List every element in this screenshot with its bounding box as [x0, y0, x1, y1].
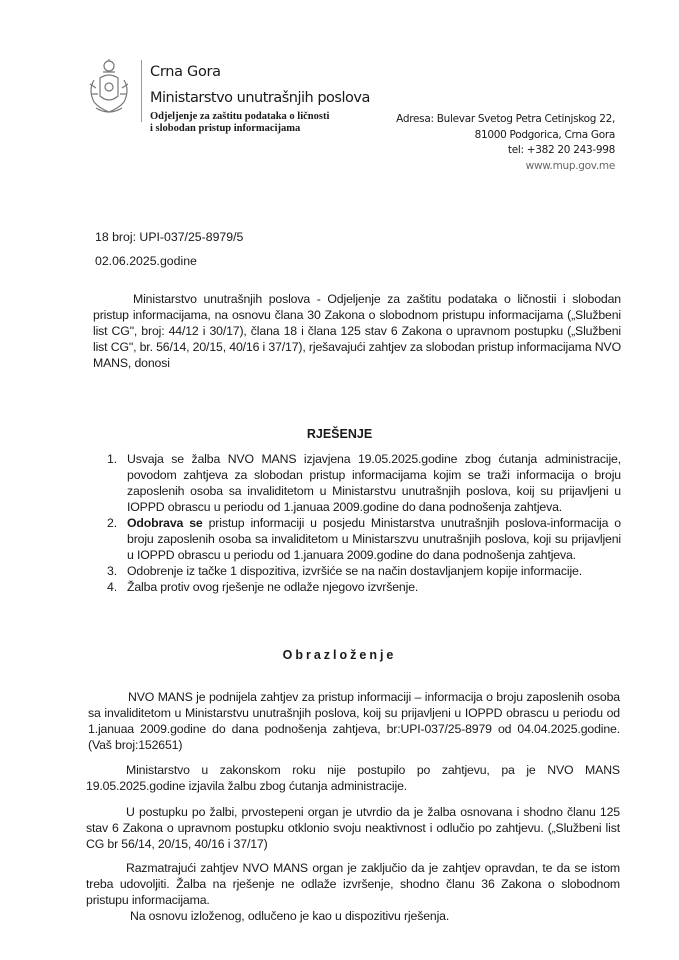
decision-item [107, 515, 621, 563]
department-name [150, 111, 329, 135]
item-bold-text: Odobrava se [127, 516, 203, 530]
item-text: Usvaja se žalba NVO MANS izjavjena 19.05.2025.godine zbog ćutanja administracije, povodom zahtjeva za slobodan pristup informacijama kojim se traži informacija o broju zaposlenih osoba sa invaliditetom u Ministarstvu unutrašnjih poslova, koij su prijavljeni u IOPPD obrascu u periodu od 1.januaa 2009.godine do dana podnošenja zahtjeva. [127, 452, 621, 514]
website: www.mup.gov.me [525, 159, 615, 172]
item-text: Žalba protiv ovog rješenje ne odlaže njegovo izvršenje. [127, 580, 419, 594]
item-number: 4. [107, 580, 117, 594]
decision-item [107, 451, 621, 515]
item-number: 1. [107, 452, 117, 466]
reasoning-title: Obrazloženje [282, 648, 397, 662]
country-name: Crna Gora [150, 64, 221, 80]
reasoning-paragraph: U postupku po žalbi, prvostepeni organ je utvrdio da je žalba osnovana i shodno članu 125 stav 6 Zakona o upravnom postupku otklonio svoju neaktivnost i odlučio po zahtjevu. („Službeni list CG br 56/14, 20/15, 40/16 i 37/17) [86, 805, 620, 851]
coat-of-arms-icon [86, 58, 132, 118]
decision-item [107, 579, 621, 595]
item-number: 3. [107, 564, 117, 578]
intro-paragraph: Ministarstvo unutrašnjih poslova - Odjeljenje za zaštitu podataka o ličnostii i slobodan pristup informacijama, na osnovu člana 30 Zakona o slobodnom pristupu informacijama („Službeni list CG", broj: 44/12 i 30/17), člana 18 i člana 125 stav 6 Zakona o upravnom postupku („Službeni list CG", br. 56/14, 20/15, 40/16 i 37/17), rješavajući zahtjev za slobodan pristup informacijama NVO MANS, donosi [93, 292, 621, 370]
item-number: 2. [107, 516, 117, 530]
reasoning-conclusion: Na osnovu izloženog, odlučeno je kao u dispozitivu rješenja. [130, 909, 450, 923]
decision-list [107, 451, 621, 595]
reference-number: 18 broj: UPI-037/25-8979/5 [95, 230, 244, 244]
ministry-name: Ministarstvo unutrašnjih poslova [150, 90, 370, 106]
decision-item [107, 563, 621, 579]
department-line-2: i slobodan pristup informacijama [150, 123, 301, 134]
item-text: pristup informaciji u posjedu Ministarstva unutrašnjih poslova-informacija o broju zaposlenih osoba sa invaliditetom u Ministarszvu unutrašnjih poslova, koji su prijavljeni u IOPPD obrascu u periodu od 1.januara 2009.godine do dana podnošenja zahtjeva. [127, 516, 621, 562]
reasoning-paragraph: Ministarstvo u zakonskom roku nije postupilo po zahtjevu, pa je NVO MANS 19.05.2025.godine izjavila žalbu zbog ćutanja administracije. [86, 763, 620, 793]
document-date: 02.06.2025.godine [95, 254, 197, 268]
decision-title: RJEŠENJE [306, 427, 373, 441]
department-line-1: Odjeljenje za zaštitu podataka o ličnosti [150, 111, 330, 122]
header-divider [141, 60, 142, 122]
reasoning-paragraph: Razmatrajući zahtjev NVO MANS organ je zaključio da je zahtjev opravdan, te da se istom treba udovoljiti. Žalba na rješenje ne odlaže izvršenje, shodno članu 36 Zakona o slobodnom pristupu informacijama. [86, 861, 620, 907]
address-line-2: 81000 Podgorica, Crna Gora [474, 128, 615, 141]
phone: tel: +382 20 243-998 [507, 144, 615, 156]
contact-block [396, 112, 615, 174]
item-text: Odobrenje iz tačke 1 dispozitiva, izvršiće se na način dostavljanjem kopije informacije. [127, 564, 582, 578]
address-line-1: Adresa: Bulevar Svetog Petra Cetinjskog 22, [396, 113, 615, 125]
reasoning-paragraph: NVO MANS je podnijela zahtjev za pristup informaciji – informacija o broju zaposlenih osoba sa invaliditetom u Ministarstvu unutrašnjih poslova, koij su prijavljeni u IOPPD obrascu u periodu od 1.januaa 2009.godine do dana podnošenja zahtjeva, br:UPI-037/25-8979 od 04.04.2025.godine. (Vaš broj:152651) [88, 690, 620, 752]
